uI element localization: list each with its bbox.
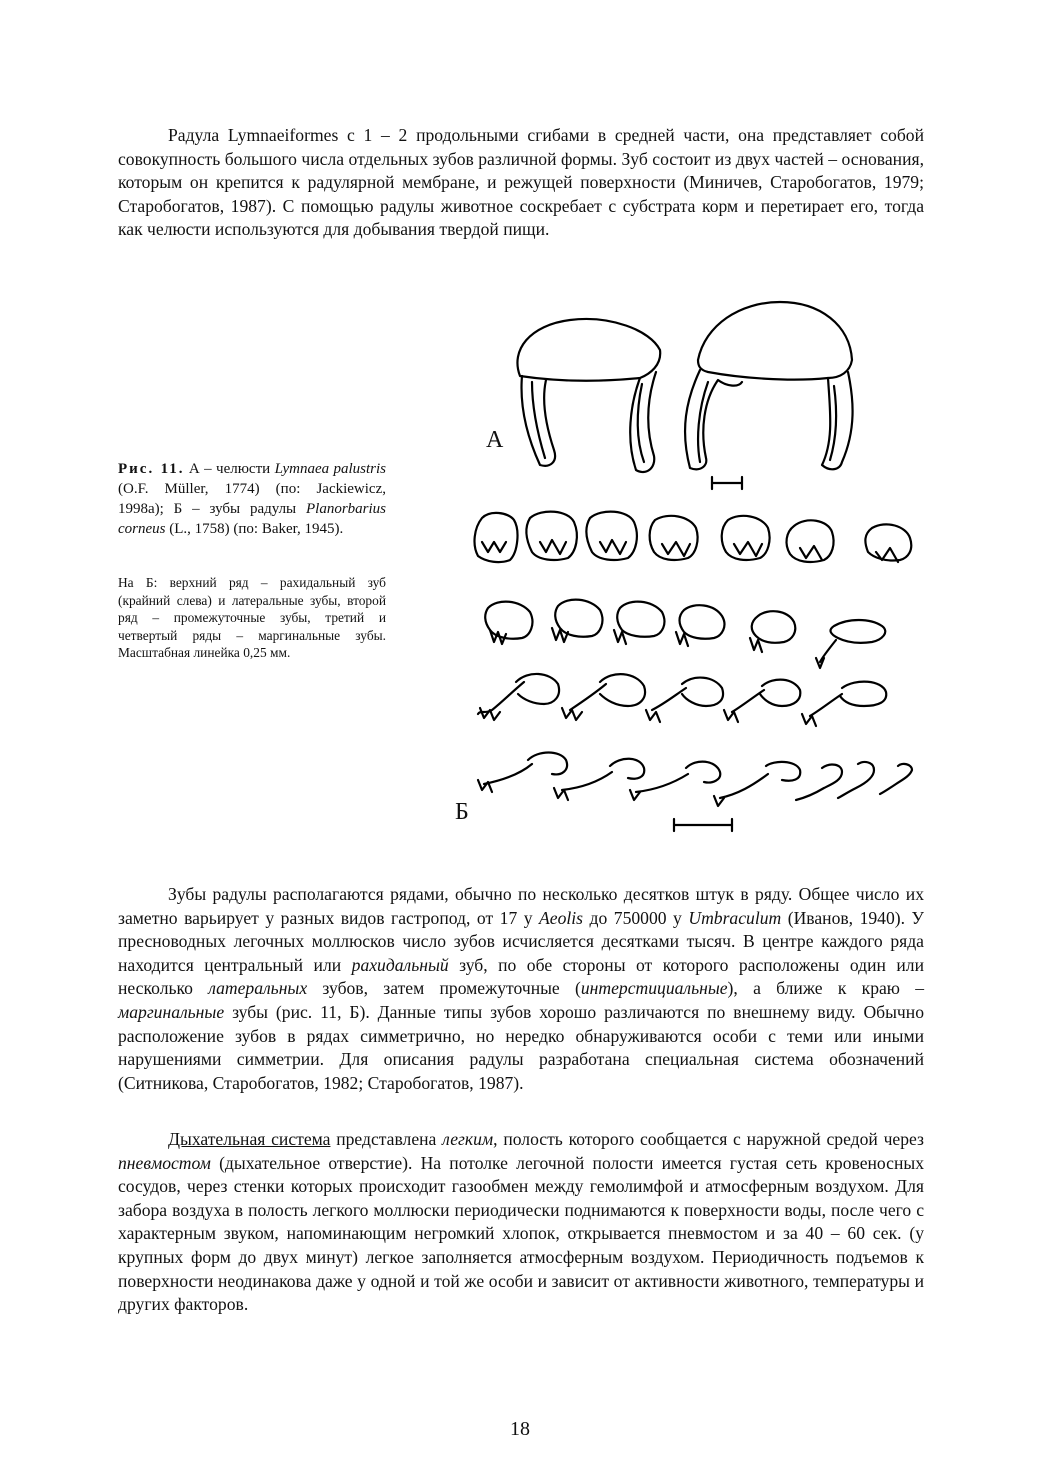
paragraph-radula: Радула Lymnaeiformes с 1 – 2 продольными сгибами в средней части, она представляет собой совокупность большого числа отдельных зубов различной формы. Зуб состоит из двух частей – основания, которым он крепится к радулярной мембране, и режущей поверхности (Миничев, Старобогатов, 1979; Старобогатов, 1987). С помощью радулы животное соскребает с субстрата корм и перетирает его, тогда как челюсти используются для добывания твердой пищи. <box>118 125 924 240</box>
scale-bar-b <box>674 819 732 831</box>
figure-11 <box>450 290 940 850</box>
jaw-right <box>685 302 853 469</box>
teeth-row-1 <box>475 512 912 562</box>
figure-note: На Б: верхний ряд – рахидальный зуб (крайний слева) и латеральные зубы, второй ряд – промежуточные зубы, третий и четвертый ряды – маргинальные зубы. Масштабная линейка 0,25 мм. <box>118 575 386 660</box>
caption-label: Рис. 11. <box>118 461 185 477</box>
teeth-row-4 <box>478 753 912 807</box>
figure-caption: Рис. 11. А – челюсти Lymnaea palustris (O.F. Müller, 1774) (по: Jackiewicz, 1998a); Б – зубы радулы Planorbarius corneus (L., 1758) (по: Baker, 1945). <box>118 461 387 537</box>
figure-11-drawing <box>450 290 940 850</box>
section-heading-respiratory: Дыхательная система <box>168 1129 331 1149</box>
teeth-row-3 <box>478 674 886 726</box>
figure-label-a: А <box>486 427 504 453</box>
figure-label-b: Б <box>455 799 469 825</box>
scale-bar-a <box>712 477 742 489</box>
paragraph-radula-teeth: Зубы радулы располагаются рядами, обычно по несколько десятков штук в ряду. Общее число их заметно варьирует у разных видов гастропод, от 17 у Aeolis до 750000 у Umbraculum (Иванов, 1940). У пресноводных легочных моллюсков число зубов исчисляется десятками тысяч. В центре каждого ряда находится центральный или рахидальный зуб, по обе стороны от которого расположены один или несколько латеральных зубов, затем промежуточные (интерстициальные), а ближе к краю – маргинальные зубы (рис. 11, Б). Данные типы зубов хорошо различаются по внешнему виду. Обычно расположение зубов в рядах симметрично, но нередко обнаруживаются особи с теми или иными нарушениями симметрии. Для описания радулы разработана специальная система обозначений (Ситникова, Старобогатов, 1982; Старобогатов, 1987). <box>118 884 925 1093</box>
teeth-row-2 <box>485 600 885 668</box>
jaw-left <box>517 319 660 472</box>
page-number: 18 <box>510 1418 530 1440</box>
paragraph-respiratory-system: Дыхательная система представлена легким, полость которого сообщается с наружной средой через пневмостом (дыхательное отверстие). На потолке легочной полости имеется густая сеть кровеносных сосудов, через стенки которых происходит газообмен между гемолимфой и атмосферным воздухом. Для забора воздуха в полость легкого моллюски периодически поднимаются к поверхности воды, после чего с характерным звуком, напоминающим негромкий хлопок, открывается пневмостом и за 40 – 60 сек. (у крупных форм до двух минут) легкое заполняется атмосферным воздухом. Периодичность подъемов к поверхности неодинакова даже у одной и той же особи и зависит от активности животного, температуры и других факторов. <box>118 1129 925 1315</box>
